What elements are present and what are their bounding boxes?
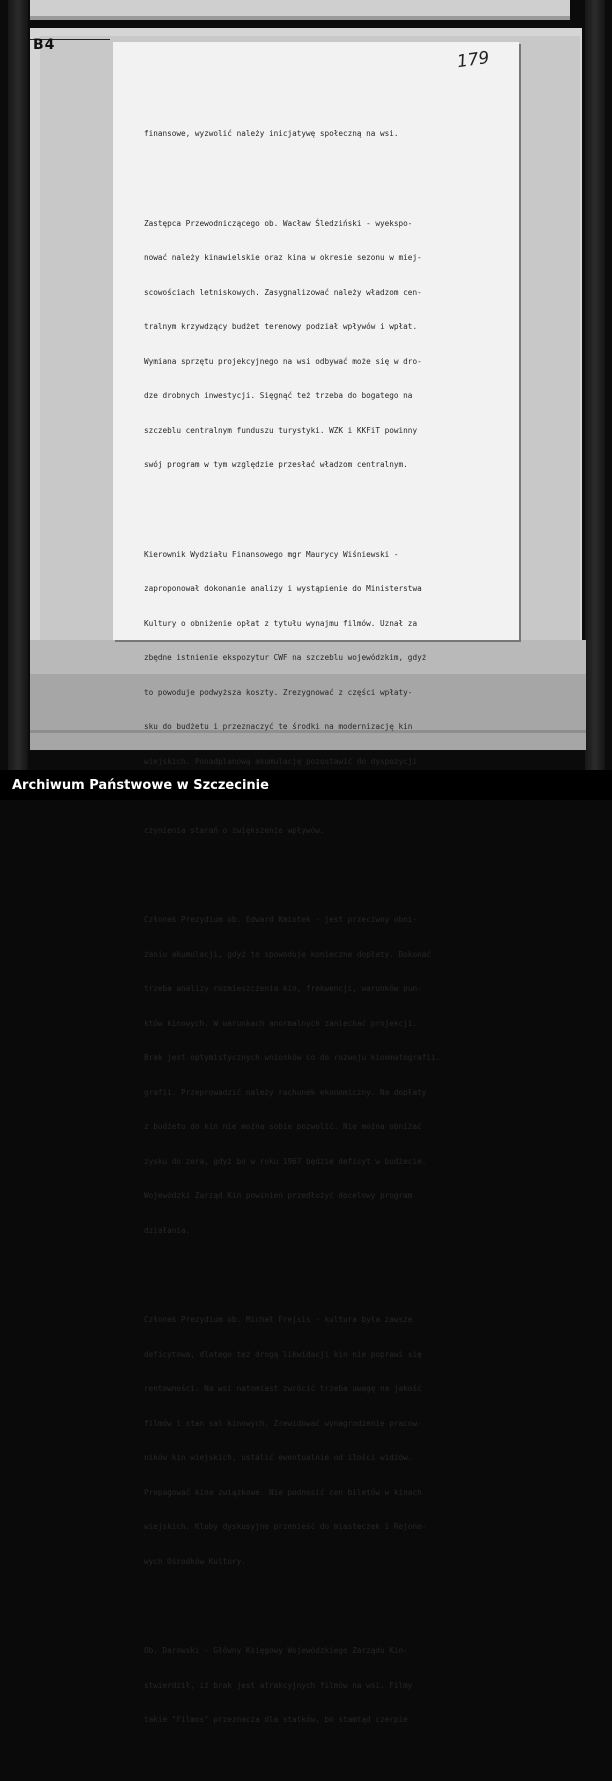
top-strip-shadow	[30, 16, 570, 20]
text-line: zaproponował dokonanie analizy i wystąpienie do Ministerstwa	[144, 584, 422, 593]
text-line: wiejskich. Kluby dyskusyjne przenieść do miasteczek i Rejono-	[144, 1522, 427, 1531]
text-line: któw kinowych. W warunkach anormalnych zaniechać projekcji.	[144, 1018, 418, 1028]
text-line: scowościach letniskowych. Zasygnalizować należy władzom cen-	[144, 287, 422, 297]
text-line: Kultury o obniżenie opłat z tytułu wynajmu filmów. Uznał za	[144, 618, 418, 628]
text-line: Ob. Darowski - Główny Księgowy Wojewódzkiego Zarządu Kin-	[144, 1646, 408, 1655]
text-line: ników kin wiejskich, ustalić ewentualnie od ilości widzów.	[144, 1453, 413, 1462]
archive-label: Archiwum Państwowe w Szczecinie	[12, 777, 269, 793]
text-line: grafii. Przeprowadzić należy rachunek ekonomiczny. Na dopłaty	[144, 1087, 427, 1097]
text-line: sku do budżetu i przeznaczyć te środki na modernizację kin	[144, 722, 413, 731]
text-line: żaniu akumulacji, gdyż to spowoduje konieczne dopłaty. Dokonać	[144, 949, 431, 959]
top-paper-strip	[30, 0, 570, 20]
text-line: finansowe, wyzwolić należy inicjatywę społeczną na wsi.	[144, 129, 399, 138]
text-line: takie "Filmos" przeznacza dla statków, bo stamtąd czerpie	[144, 1715, 408, 1724]
text-line: Zastępca Przewodniczącego ob. Wacław Śledziński - wyekspo-	[144, 218, 413, 228]
text-line: deficytowa, dlatego też drogą likwidacji kin nie poprawi się	[144, 1349, 422, 1359]
text-line: dze drobnych inwestycji. Sięgnąć też trzeba do bogatego na	[144, 391, 413, 400]
text-line: Propagować kina związkowe. Nie podnosić cen biletów w kinach	[144, 1487, 422, 1497]
text-line: wych Ośrodków Kultury.	[144, 1556, 246, 1566]
text-line: trzeba analizy rozmieszczenia kin, frekwencji, warunków pun-	[144, 984, 422, 993]
text-line: działania.	[144, 1225, 191, 1235]
text-line: szczeblu centralnym funduszu turystyki. WZK i KKFiT powinny	[144, 425, 418, 435]
paragraph	[144, 105, 516, 163]
text-line: nować należy kinawielskie oraz kina w okresie sezonu w miej-	[144, 253, 422, 262]
text-line: Członek Prezydium ob. Michał Frejsis - kultura była zawsze	[144, 1315, 413, 1324]
text-line: filmów i stan sal kinowych. Zrewidować wynagrodzenie pracow-	[144, 1418, 422, 1428]
text-line: tralnym krzywdzący budżet terenowy podział wpływów i wpłat.	[144, 322, 418, 331]
paragraph	[144, 195, 516, 494]
text-line: Wymiana sprzętu projekcyjnego na wsi odbywać może się w dro-	[144, 356, 422, 366]
binder-rail-left	[8, 0, 28, 770]
archive-footer-bar	[0, 770, 612, 800]
paragraph	[144, 1291, 516, 1590]
text-line: wiejskich. Ponadplanową akumulację pozostawić do dyspozycji	[144, 756, 418, 766]
paragraph	[144, 1622, 516, 1749]
text-line: rentowności. Na wsi natomiast zwrócić trzeba uwagę na jakość	[144, 1384, 422, 1393]
text-line: zbędne istnienie ekspozytur CWF na szczeblu wojewódzkim, gdyż	[144, 653, 427, 662]
text-line: Członek Prezydium ob. Edward Kmiotek - jest przeciwny obni-	[144, 915, 418, 924]
text-line: z budżetu do kin nie można sobie pozwolić. Nie można obniżać	[144, 1122, 422, 1131]
binder-rail-right	[585, 0, 605, 770]
sheet-label: B4	[33, 37, 56, 53]
text-line: Wojewódzki Zarząd Kin powinien przedłożyć docelowy program	[144, 1191, 413, 1200]
text-line: to powoduje podwyższa koszty. Zrezygnować z części wpłaty-	[144, 687, 413, 697]
text-line: zysku do zera, gdyż bo w roku 1967 będzie deficyt w budżecie.	[144, 1156, 427, 1166]
handwritten-page-number: 179	[455, 47, 491, 73]
text-line: czynienia starań o zwiększenie wpływów.	[144, 825, 325, 835]
text-line: Brak jest optymistycznych wniosków co do rozwoju kinematografii.	[144, 1053, 441, 1062]
paragraph	[144, 891, 516, 1259]
text-line: swój program w tym względzie przesłać władzom centralnym.	[144, 460, 408, 469]
text-line: stwierdził, iż brak jest atrakcyjnych filmów na wsi. Filmy	[144, 1680, 413, 1690]
typewritten-body	[144, 82, 516, 1781]
paragraph	[144, 526, 516, 860]
text-line: Kierownik Wydziału Finansowego mgr Maurycy Wiśniewski -	[144, 549, 399, 559]
